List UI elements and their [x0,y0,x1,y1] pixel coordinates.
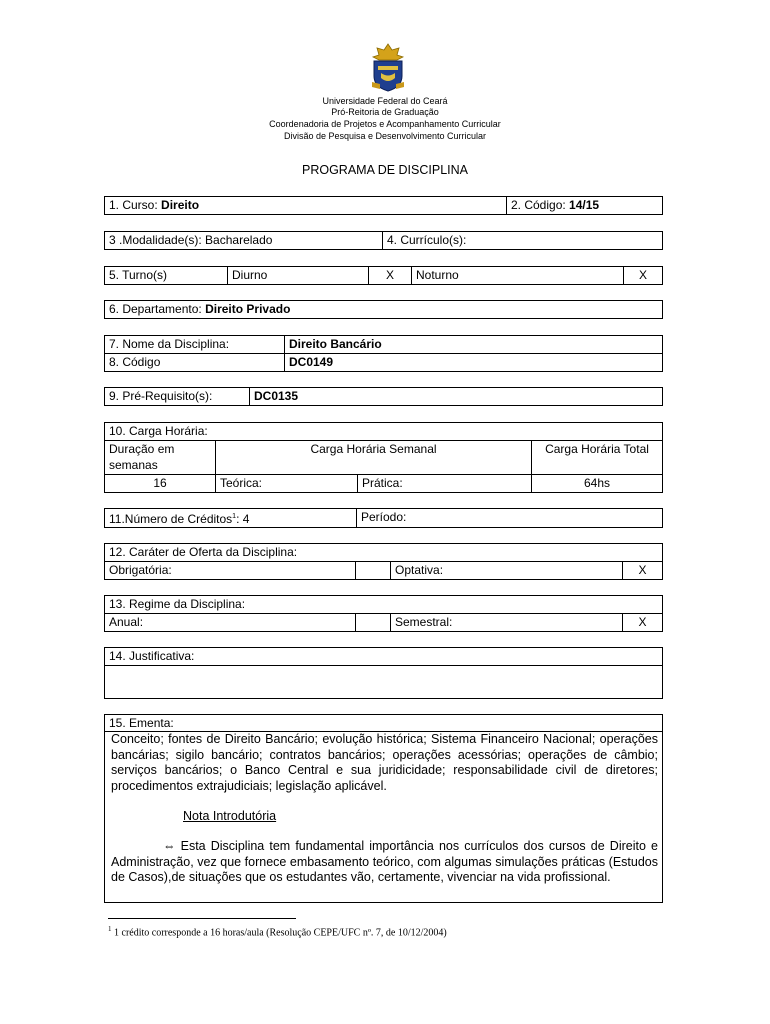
ementa-box [104,714,663,903]
optativa-mark: X [623,562,663,580]
creditos-cell [105,509,357,528]
prerequisito-label: 9. Pré-Requisito(s): [105,388,250,406]
row-modalidade [104,231,663,250]
curriculo-cell: 4. Currículo(s): [383,232,663,250]
carga-total-value: 64hs [532,475,663,493]
carater-label: 12. Caráter de Oferta da Disciplina: [105,544,663,562]
row-regime [104,595,663,632]
optativa-label: Optativa: [391,562,623,580]
regime-label: 13. Regime da Disciplina: [105,596,663,614]
nome-disciplina-value [285,336,663,354]
row-turno [104,266,663,285]
footnote-divider [108,918,296,919]
codigo-disciplina-value [285,354,663,372]
ementa-text: Conceito; fontes de Direito Bancário; evolução histórica; Sistema Financeiro Nacional; operações bancárias; sigilo bancário; contratos bancários; operações acessórias; operações de câmbio; serviços bancários; o Banco Central e sua juridicidade; responsabilidade civil de diretores; procedimentos extrajudiciais; legislação aplicável. [111,732,658,793]
obrigatoria-label: Obrigatória: [105,562,356,580]
header-university: Universidade Federal do Ceará [322,96,448,106]
anual-label: Anual: [105,614,356,632]
periodo-label: Período: [357,509,663,528]
prerequisito-text: DC0135 [254,389,299,403]
creditos-footnote-mark: 1 [232,513,237,520]
turno-diurno-mark: X [369,267,412,285]
duracao-label: Duração em semanas [105,441,216,475]
semestral-label: Semestral: [391,614,623,632]
row-justificativa [104,647,663,699]
ementa-label: 15. Ementa: [105,715,662,732]
row-curso [104,196,663,215]
curso-label: 1. Curso: [109,198,162,212]
row-carater [104,543,663,580]
departamento-value: Direito Privado [205,302,291,316]
semestral-mark: X [623,614,663,632]
teorica-label: Teórica: [216,475,358,493]
row-prerequisito [104,387,663,406]
nome-disciplina-text: Direito Bancário [289,337,382,351]
curso-value: Direito [161,198,200,212]
turno-diurno: Diurno [228,267,369,285]
row-creditos [104,508,663,528]
carga-total-label: Carga Horária Total [532,441,663,475]
row-disciplina [104,335,663,372]
nota-introdutoria-text [111,839,658,886]
row-carga-horaria [104,422,663,493]
codigo-curso-label: 2. Código: [511,198,570,212]
codigo-disciplina-text: DC0149 [289,355,334,369]
prerequisito-value [250,388,663,406]
departamento-label: 6. Departamento: [109,302,206,316]
double-arrow-icon: ⇔ [163,839,176,853]
intro-body: Esta Disciplina tem fundamental importância nos currículos dos cursos de Direito e Administração, vez que fornece embasamento teórico, com algumas simulações práticas (Estudos de Casos),de situações que os estudantes vão, certamente, vivenciar na vida profissional. [111,839,658,884]
header-divisao: Divisão de Pesquisa e Desenvolvimento Curricular [283,131,487,141]
pratica-label: Prática: [358,475,532,493]
creditos-label: 11.Número de Créditos [109,512,233,526]
footnote-text: 1 crédito corresponde a 16 horas/aula (Resolução CEPE/UFC nº. 7, de 10/12/2004) [111,927,447,939]
justificativa-body [105,666,663,699]
footnote-mark: 1 [108,925,112,933]
justificativa-label: 14. Justificativa: [105,648,663,666]
creditos-value: : 4 [236,512,250,526]
turno-noturno-mark: X [624,267,663,285]
codigo-curso-cell [507,197,663,215]
header-pro-reitoria: Pró-Reitoria de Graduação [331,107,439,117]
modalidade-cell: 3 .Modalidade(s): Bacharelado [105,232,383,250]
row-departamento [104,300,663,319]
nome-disciplina-label: 7. Nome da Disciplina: [105,336,285,354]
turno-label: 5. Turno(s) [105,267,228,285]
turno-noturno: Noturno [412,267,624,285]
departamento-cell [105,301,663,319]
header-coordenadoria: Coordenadoria de Projetos e Acompanhamento Curricular [269,119,501,129]
codigo-disciplina-label: 8. Código [105,354,285,372]
carga-label: 10. Carga Horária: [105,423,663,441]
curso-cell [105,197,507,215]
university-seal-icon [369,42,407,92]
page-title: PROGRAMA DE DISCIPLINA [301,163,468,177]
footnote [108,925,447,938]
duracao-value: 16 [105,475,216,493]
codigo-curso-value: 14/15 [569,198,600,212]
carga-semanal-label: Carga Horária Semanal [216,441,532,475]
obrigatoria-mark [356,562,391,580]
anual-mark [356,614,391,632]
nota-introdutoria-title: Nota Introdutória [183,809,277,823]
